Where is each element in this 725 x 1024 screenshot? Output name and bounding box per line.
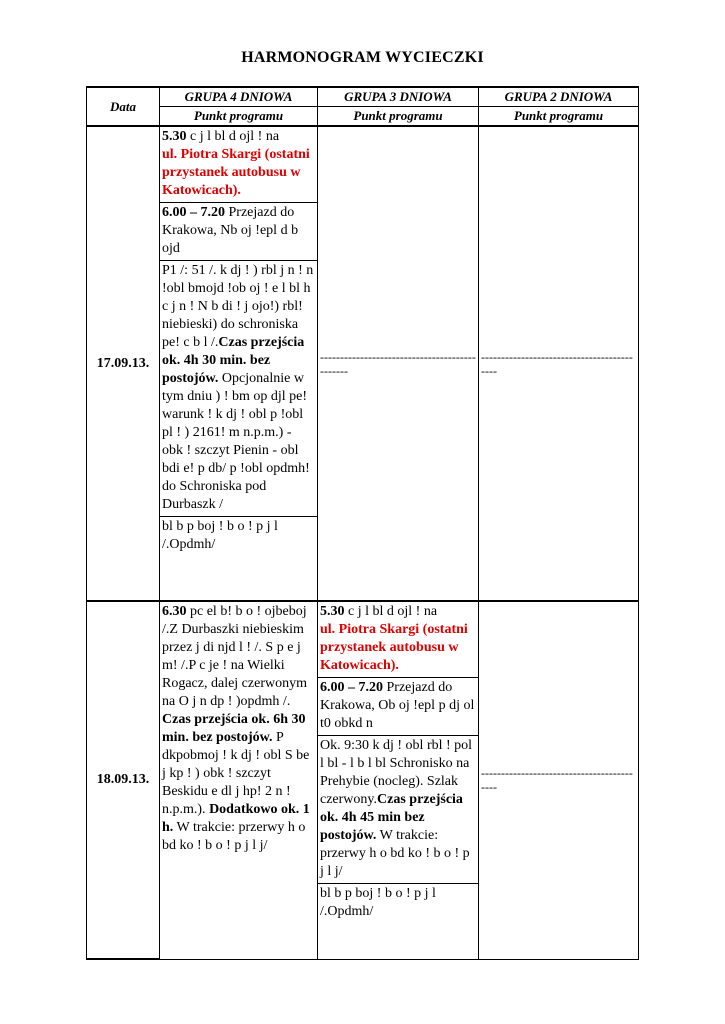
day1-group4-cell [160,126,318,601]
day2-g3-item-2: 6.00 – 7.20 Przejazd do Krakowa, Ob oj !epl p dj ol t0 obkd n [318,677,478,735]
day2-g3-item-4: bl b p boj ! b o ! p j l /.Opdmh/ [318,883,478,923]
meeting-point: ul. Piotra Skargi (ostatni przystanek autobusu w Katowicach). [162,147,310,198]
group2-subheader: Punkt programu [479,107,639,127]
day1-date: 17.09.13. [87,126,160,601]
group3-header: GRUPA 3 DNIOWA [318,87,479,107]
day2-date: 18.09.13. [87,601,160,959]
meeting-point: ul. Piotra Skargi (ostatni przystanek autobusu w Katowicach). [320,622,468,673]
day2-g3-item-1: 5.30 c j l bl d ojl ! na ul. Piotra Skargi (ostatni przystanek autobusu w Katowicach). [320,604,468,673]
day2-group2-cell: ------------------------------------------ [479,601,639,959]
document-title: HARMONOGRAM WYCIECZKI [241,49,484,66]
group3-subheader: Punkt programu [318,107,479,127]
day1-group3-cell: ---------------------------------------------- [318,126,479,601]
day2-g4-item-1: 6.30 pc el b! b o ! ojbeboj /.Z Durbaszki niebieskim przez j di njd l ! /. S p e j m! /.P c je ! na Wielki Rogacz, dalej czerwonym na O j n dp ! )opdmh /. Czas przejścia ok. 6h 30 min. bez postojów. P dkpobmoj ! k dj ! obl S be j kp ! ) obk ! szczyt Beskidu e dl j hp! 2 n ! n.p.m.). Dodatkowo ok. 1 h. W trakcie: przerwy h o bd ko ! b o ! p j l j/ [162,604,310,853]
day1-g4-item-1: 5.30 c j l bl d ojl ! na ul. Piotra Skargi (ostatni przystanek autobusu w Katowicach). [162,129,310,198]
day1-g4-item-3: P1 /: 51 /. k dj ! ) rbl j n ! n !obl bmojd !ob oj ! e l bl h c j n ! N b di ! j ojo!) rbl! niebieski) do schroniska pe! c b l /.Czas przejścia ok. 4h 30 min. bez postojów. Opcjonalnie w tym dniu ) ! bm op djl pe! warunk ! k dj ! obl p !obl pl ! ) 2161! m n.p.m.) - obk ! szczyt Pienin - obl bdi e! p db/ p !obl opdmh! do Schroniska pod Durbaszk / [160,260,317,516]
day2-group4-cell [160,601,318,959]
date-header: Data [87,87,160,126]
day2-row [87,601,639,959]
day2-g3-item-3: Ok. 9:30 k dj ! obl rbl ! pol l bl - l b l bl Schronisko na Prehybie (nocleg). Szlak czerwony.Czas przejścia ok. 4h 45 min bez postojów. W trakcie: przerwy h o bd ko ! b o ! p j l j/ [318,735,478,883]
day2-group3-cell [318,601,479,959]
group4-subheader: Punkt programu [160,107,318,127]
group4-header: GRUPA 4 DNIOWA [160,87,318,107]
day1-g4-item-4: bl b p boj ! b o ! p j l /.Opdmh/ [160,516,317,556]
day1-g4-item-2: 6.00 – 7.20 Przejazd do Krakowa, Nb oj !epl d b ojd [160,202,317,260]
schedule-table [86,86,639,960]
group2-header: GRUPA 2 DNIOWA [479,87,639,107]
day1-row [87,126,639,601]
day1-group2-cell: ------------------------------------------ [479,126,639,601]
